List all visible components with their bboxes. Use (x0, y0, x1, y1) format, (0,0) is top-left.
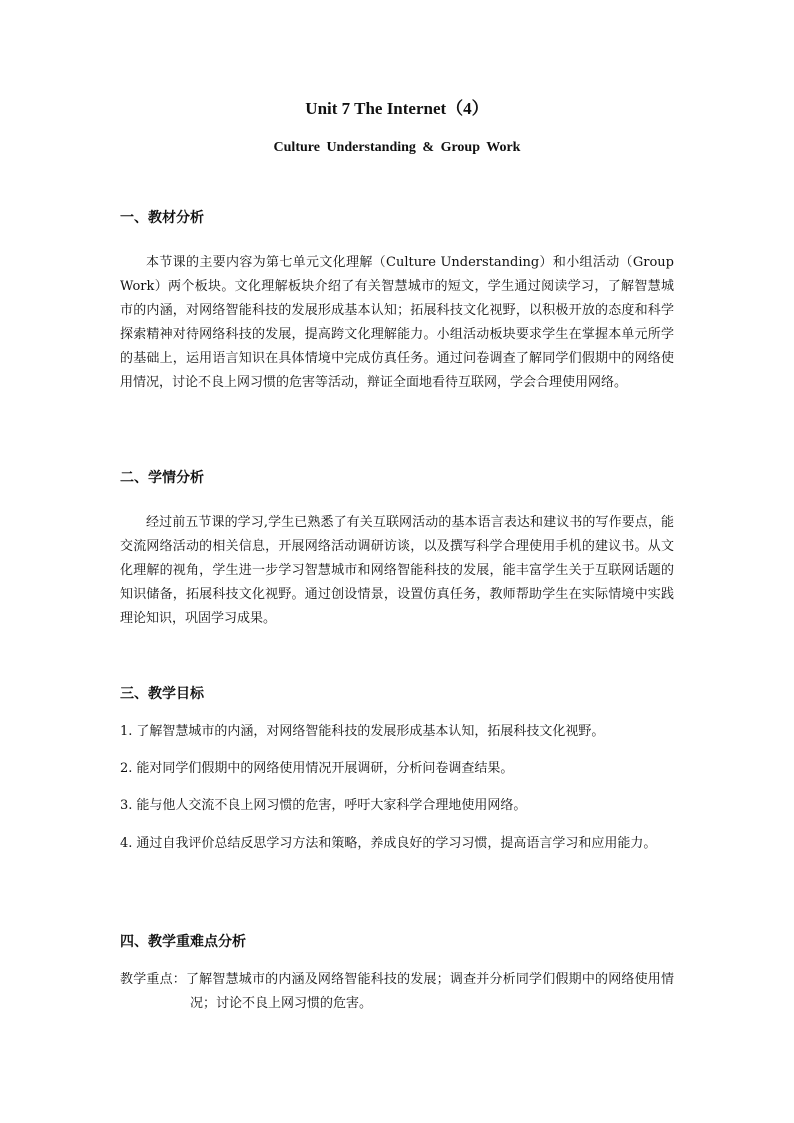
objective-text: 通过自我评价总结反思学习方法和策略，养成良好的学习习惯，提高语言学习和应用能力。 (136, 836, 657, 851)
section-heading-key-points: 四、教学重难点分析 (120, 934, 246, 950)
teaching-key-points: 教学重点：了解智慧城市的内涵及网络智能科技的发展；调查并分析同学们假期中的网络使用情况；讨论不良上网习惯的危害。 (120, 972, 674, 1011)
section-paragraph-materials: 本节课的主要内容为第七单元文化理解（Culture Understanding）和小组活动（Group Work）两个板块。文化理解板块介绍了有关智慧城市的短文，学生通过阅读学习，了解智慧城市的内涵，对网络智能科技的发展形成基本认知；拓展科技文化视野，以积极开放的态度和科学探索精神对待网络科技的发展，提高跨文化理解能力。小组活动板块要求学生在掌握本单元所学的基础上，运用语言知识在具体情境中完成仿真任务。通过问卷调查了解同学们假期中的网络使用情况，讨论不良上网习惯的危害等活动，辩证全面地看待互联网，学会合理使用网络。 (120, 255, 674, 390)
objective-number: 1. (120, 724, 133, 739)
document-subtitle: Culture Understanding & Group Work (273, 140, 521, 155)
objective-text: 能对同学们假期中的网络使用情况开展调研，分析问卷调查结果。 (136, 761, 514, 776)
objective-text: 了解智慧城市的内涵，对网络智能科技的发展形成基本认知，拓展科技文化视野。 (136, 724, 605, 739)
section-paragraph-learners: 经过前五节课的学习,学生已熟悉了有关互联网活动的基本语言表达和建议书的写作要点，能交流网络活动的相关信息，开展网络活动调研访谈，以及撰写科学合理使用手机的建议书。从文化理解的视角，学生进一步学习智慧城市和网络智能科技的发展，能丰富学生关于互联网话题的知识储备，拓展科技文化视野。通过创设情景，设置仿真任务，教师帮助学生在实际情境中实践理论知识，巩固学习成果。 (120, 515, 674, 626)
section-heading-objectives: 三、教学目标 (120, 686, 204, 702)
objective-item (120, 720, 674, 744)
document-title: Unit 7 The Internet（4） (305, 99, 489, 118)
objective-number: 4. (120, 836, 133, 851)
section-heading-materials: 一、教材分析 (120, 210, 204, 226)
objective-item (120, 757, 674, 781)
objective-number: 3. (120, 798, 133, 813)
section-heading-learners: 二、学情分析 (120, 470, 204, 486)
objective-item (120, 794, 674, 818)
objective-item (120, 832, 674, 856)
objective-number: 2. (120, 761, 133, 776)
objective-text: 能与他人交流不良上网习惯的危害，呼吁大家科学合理地使用网络。 (136, 798, 527, 813)
